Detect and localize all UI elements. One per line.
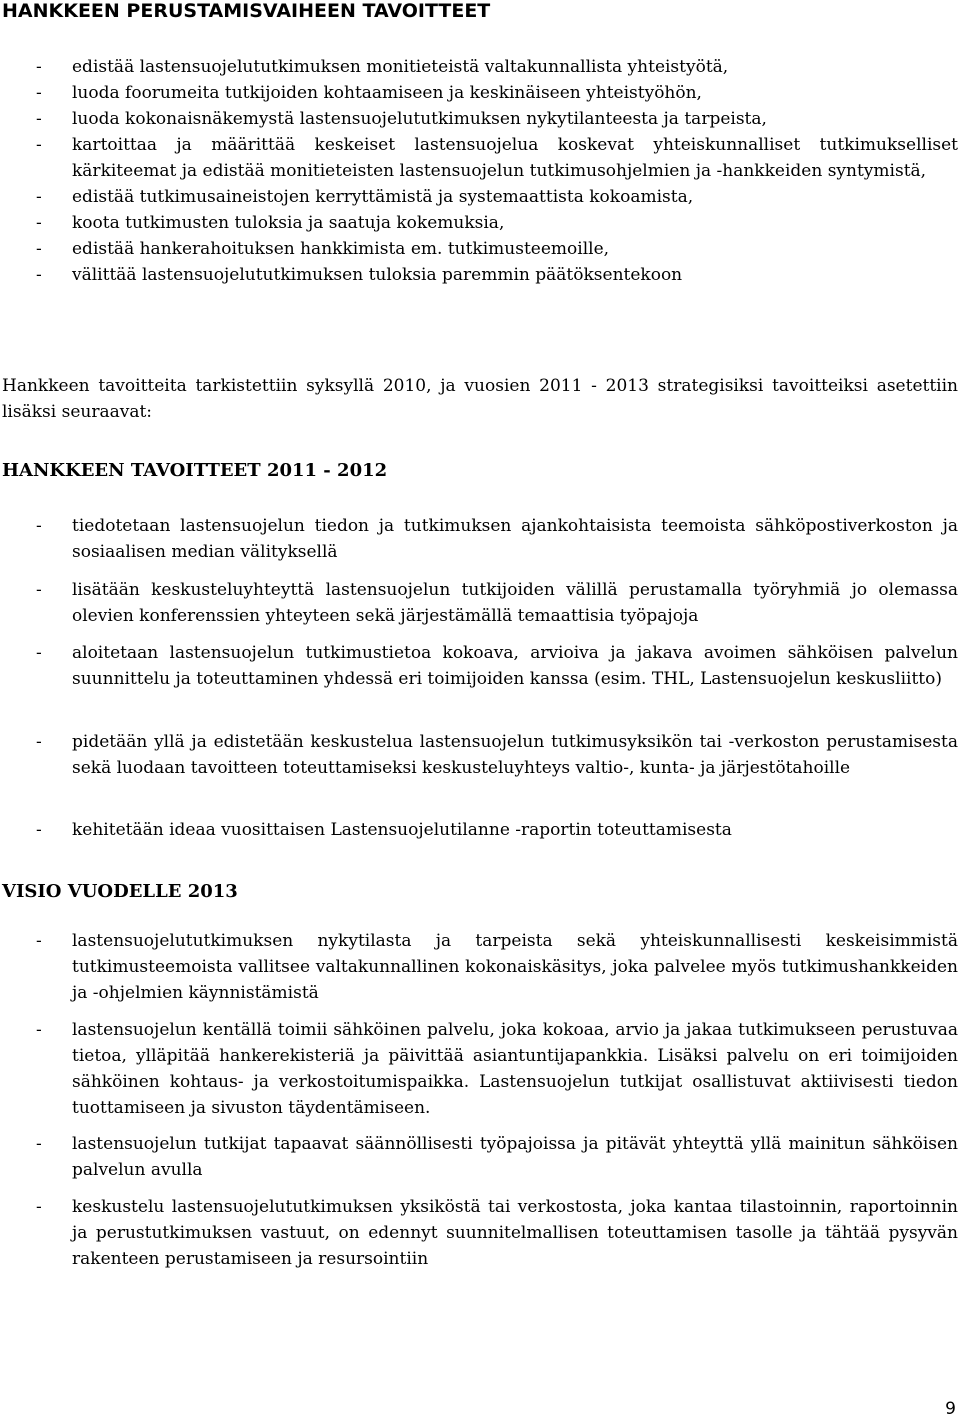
list-item-text: välittää lastensuojelututkimuksen tuloksia paremmin päätöksentekoon <box>72 265 683 285</box>
list-item-text: keskustelu lastensuojelututkimuksen yksiköstä tai verkostosta, joka kantaa tilastoinnin, raportoinnin ja perustutkimuksen vastuut, on edennyt suunnitelmallisen toteuttamisen tasolle ja tähtää pysyvän rakenteen perustamiseen ja resursointiin <box>72 1197 958 1269</box>
list-item-text: luoda foorumeita tutkijoiden kohtaamiseen ja keskinäiseen yhteistyöhön, <box>72 83 702 103</box>
list-item <box>0 184 958 210</box>
list-item-text: kehitetään ideaa vuosittaisen Lastensuojelutilanne -raportin toteuttamisesta <box>72 820 732 840</box>
list-dash: - <box>36 1134 42 1154</box>
list-item-text: luoda kokonaisnäkemystä lastensuojelututkimuksen nykytilanteesta ja tarpeista, <box>72 109 767 129</box>
list-item-text: edistää hankerahoituksen hankkimista em. tutkimusteemoille, <box>72 239 610 259</box>
list-item <box>0 729 958 781</box>
start-goals-list <box>0 54 958 288</box>
list-item <box>0 210 958 236</box>
list-dash: - <box>36 820 42 840</box>
heading-goals-2011-2012: HANKKEEN TAVOITTEET 2011 - 2012 <box>2 460 388 481</box>
list-dash: - <box>36 135 42 155</box>
list-item-text: aloitetaan lastensuojelun tutkimustietoa kokoava, arvioiva ja jakava avoimen sähköisen palvelun suunnittelu ja toteuttaminen yhdessä eri toimijoiden kanssa (esim. THL, Lastensuojelun keskusliitto) <box>72 643 958 689</box>
list-item <box>0 54 958 80</box>
list-item <box>0 817 958 843</box>
list-item <box>0 80 958 106</box>
list-dash: - <box>36 1020 42 1040</box>
list-item <box>0 577 958 629</box>
list-item-text: tiedotetaan lastensuojelun tiedon ja tutkimuksen ajankohtaisista teemoista sähköpostiverkoston ja sosiaalisen median välityksellä <box>72 516 958 562</box>
list-item-text: lastensuojelun kentällä toimii sähköinen palvelu, joka kokoaa, arvio ja jakaa tutkimukseen perustuvaa tietoa, ylläpitää hankerekisteriä ja päivittää asiantuntijapankkia. Lisäksi palvelu on eri toimijoiden sähköinen kohtaus- ja verkostoitumispaikka. Lastensuojelun tutkijat osallistuvat aktiivisesti tiedon tuottamiseen ja sivuston täydentämiseen. <box>72 1020 958 1118</box>
list-dash: - <box>36 213 42 233</box>
list-item-text: edistää tutkimusaineistojen kerryttämistä ja systemaattista kokoamista, <box>72 187 694 207</box>
list-dash: - <box>36 580 42 600</box>
list-dash: - <box>36 732 42 752</box>
heading-start-goals: HANKKEEN PERUSTAMISVAIHEEN TAVOITTEET <box>2 0 491 22</box>
list-item <box>0 236 958 262</box>
list-item-text: edistää lastensuojelututkimuksen monitieteistä valtakunnallista yhteistyötä, <box>72 57 729 77</box>
list-item <box>0 928 958 1006</box>
list-item <box>0 106 958 132</box>
list-item <box>0 132 958 184</box>
list-item <box>0 1194 958 1272</box>
intro-paragraph: Hankkeen tavoitteita tarkistettiin syksyllä 2010, ja vuosien 2011 - 2013 strategisiksi tavoitteiksi asetettiin lisäksi seuraavat: <box>2 376 958 422</box>
list-item <box>0 1131 958 1183</box>
list-item <box>0 513 958 565</box>
page-number: 9 <box>945 1399 956 1419</box>
list-item-text: lastensuojelun tutkijat tapaavat säännöllisesti työpajoissa ja pitävät yhteyttä yllä mainitun sähköisen palvelun avulla <box>72 1134 958 1180</box>
heading-vision-2013: VISIO VUODELLE 2013 <box>2 881 238 902</box>
list-item-text: kartoittaa ja määrittää keskeiset lastensuojelua koskevat yhteiskunnalliset tutkimukselliset kärkiteemat ja edistää monitieteisten lastensuojelun tutkimusohjelmien ja -hankkeiden syntymistä, <box>72 135 958 181</box>
list-dash: - <box>36 83 42 103</box>
list-dash: - <box>36 643 42 663</box>
list-dash: - <box>36 1197 42 1217</box>
list-dash: - <box>36 516 42 536</box>
list-item-text: lastensuojelututkimuksen nykytilasta ja tarpeista sekä yhteiskunnallisesti keskeisimmistä tutkimusteemoista vallitsee valtakunnallinen kokonaiskäsitys, joka palvelee myös tutkimushankkeiden ja -ohjelmien käynnistämistä <box>72 931 958 1003</box>
list-dash: - <box>36 57 42 77</box>
list-dash: - <box>36 265 42 285</box>
list-item-text: koota tutkimusten tuloksia ja saatuja kokemuksia, <box>72 213 505 233</box>
list-item <box>0 1017 958 1121</box>
list-dash: - <box>36 187 42 207</box>
list-item-text: pidetään yllä ja edistetään keskustelua lastensuojelun tutkimusyksikön tai -verkoston perustamisesta sekä luodaan tavoitteen toteuttamiseksi keskusteluyhteys valtio-, kunta- ja järjestötahoille <box>72 732 958 778</box>
list-item <box>0 262 958 288</box>
list-dash: - <box>36 109 42 129</box>
list-item <box>0 640 958 692</box>
list-item-text: lisätään keskusteluyhteyttä lastensuojelun tutkijoiden välillä perustamalla työryhmiä jo olemassa olevien konferenssien yhteyteen sekä järjestämällä temaattisia työpajoja <box>72 580 958 626</box>
list-dash: - <box>36 931 42 951</box>
list-dash: - <box>36 239 42 259</box>
